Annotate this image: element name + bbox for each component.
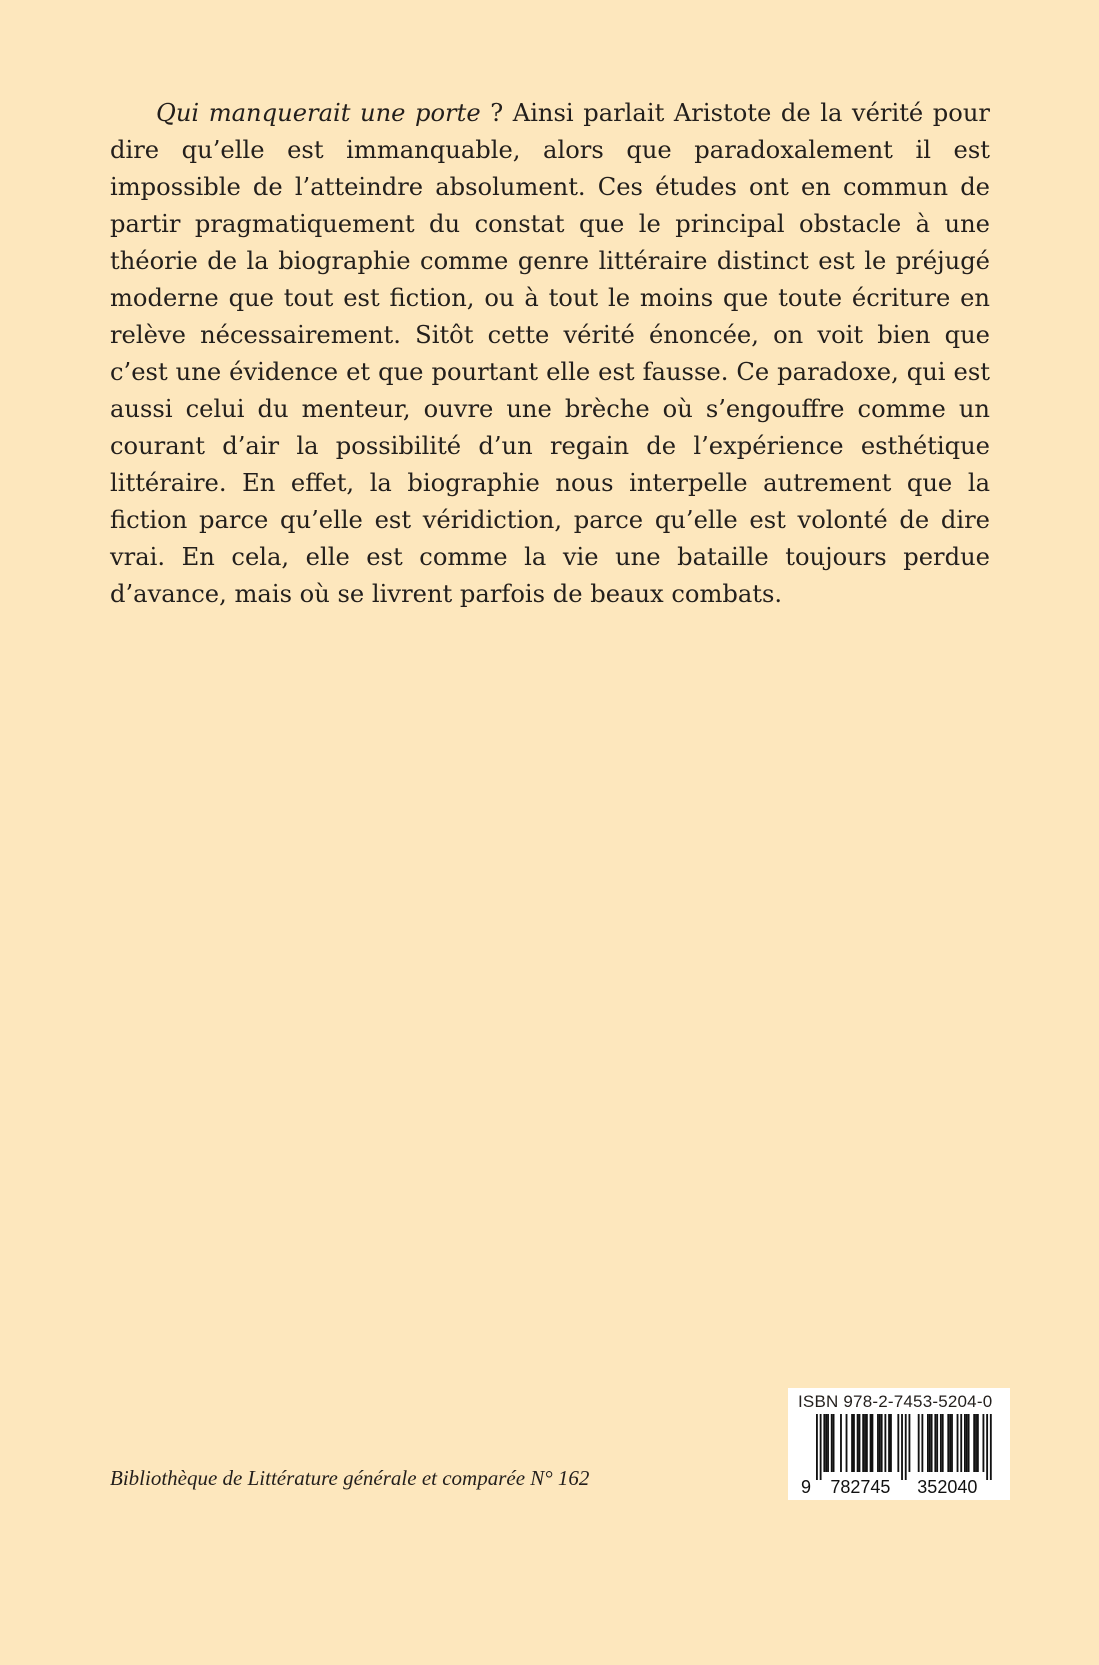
barcode-bar	[877, 1414, 879, 1472]
barcode-bar	[862, 1414, 864, 1472]
barcode-bar	[840, 1414, 842, 1472]
barcode-bar	[853, 1414, 855, 1472]
barcode-graphic	[798, 1414, 1004, 1496]
barcode-bar	[831, 1414, 833, 1472]
barcode-bar	[929, 1414, 931, 1472]
barcode-bar	[881, 1414, 883, 1472]
barcode-bar	[949, 1414, 951, 1472]
barcode-bar	[884, 1414, 886, 1472]
barcode-bar	[866, 1414, 868, 1472]
barcode-bar	[977, 1414, 979, 1472]
barcode-bar	[816, 1414, 818, 1480]
barcode-bar	[897, 1414, 899, 1472]
barcode-digits: 782745	[830, 1477, 891, 1496]
isbn-label: ISBN 978-2-7453-5204-0	[798, 1392, 993, 1411]
barcode-bar	[940, 1414, 942, 1472]
barcode-bar	[964, 1414, 966, 1472]
barcode-bar	[864, 1414, 866, 1472]
barcode-bar	[870, 1414, 872, 1472]
barcode-bar	[846, 1414, 848, 1472]
blurb-paragraph	[110, 95, 990, 613]
barcode-bar	[879, 1414, 881, 1472]
barcode-bar	[947, 1414, 949, 1472]
barcode-bar	[983, 1414, 985, 1472]
barcode-bar	[990, 1414, 992, 1480]
barcode-bar	[968, 1414, 970, 1472]
barcode-bar	[931, 1414, 933, 1472]
back-cover-blurb	[110, 95, 990, 613]
barcode-bar	[859, 1414, 861, 1472]
barcode-bar	[857, 1414, 859, 1472]
barcode-bar	[921, 1414, 923, 1472]
barcode-bar	[951, 1414, 953, 1472]
barcode-bar	[942, 1414, 944, 1472]
barcode-bar	[827, 1414, 829, 1472]
barcode-bar	[825, 1414, 827, 1472]
barcode-digits: 9	[800, 1477, 811, 1496]
barcode-bar	[986, 1414, 988, 1480]
blurb-italic-opening: Qui manquerait une porte	[156, 99, 481, 127]
barcode-bar	[851, 1414, 853, 1472]
barcode-bar	[901, 1414, 903, 1480]
isbn-barcode	[798, 1414, 1004, 1496]
barcode-bar	[927, 1414, 929, 1472]
barcode-bar	[833, 1414, 835, 1472]
barcode-bar	[905, 1414, 907, 1480]
blurb-text: ? Ainsi parlait Aristote de la vérité pour dire qu’elle est immanquable, alors que paradoxalement il est impossible de l’atteindre absolument. Ces études ont en commun de partir pragmatiquement du constat que le principal obstacle à une théorie de la biographie comme genre littéraire distinct est le préjugé moderne que tout est fiction, ou à tout le moins que toute écriture en relève nécessairement. Sitôt cette vérité énoncée, on voit bien que c’est une évidence et que pourtant elle est fausse. Ce paradoxe, qui est aussi celui du menteur, ouvre une brèche où s’engouffre comme un courant d’air la possibilité d’un regain de l’expérience esthétique littéraire. En effet, la biographie nous interpelle autrement que la fiction parce qu’elle est véridiction, parce qu’elle est volonté de dire vrai. En cela, elle est comme la vie une bataille toujours perdue d’avance, mais où se livrent parfois de beaux combats.	[110, 99, 990, 608]
barcode-bar	[890, 1414, 892, 1472]
barcode-bar	[823, 1414, 825, 1472]
barcode-bar	[957, 1414, 959, 1472]
barcode-bar	[960, 1414, 962, 1472]
barcode-bar	[820, 1414, 822, 1480]
barcode-bar	[975, 1414, 977, 1472]
barcode-bar	[918, 1414, 920, 1472]
barcode-bar	[909, 1414, 911, 1472]
series-line: Bibliothèque de Littérature générale et comparée N° 162	[110, 1466, 590, 1490]
barcode-bar	[934, 1414, 936, 1472]
barcode-bar	[973, 1414, 975, 1472]
barcode-digits: 352040	[917, 1477, 978, 1496]
barcode-bar	[936, 1414, 938, 1472]
barcode-bar	[888, 1414, 890, 1472]
barcode-bar	[872, 1414, 874, 1472]
barcode-bar	[966, 1414, 968, 1472]
